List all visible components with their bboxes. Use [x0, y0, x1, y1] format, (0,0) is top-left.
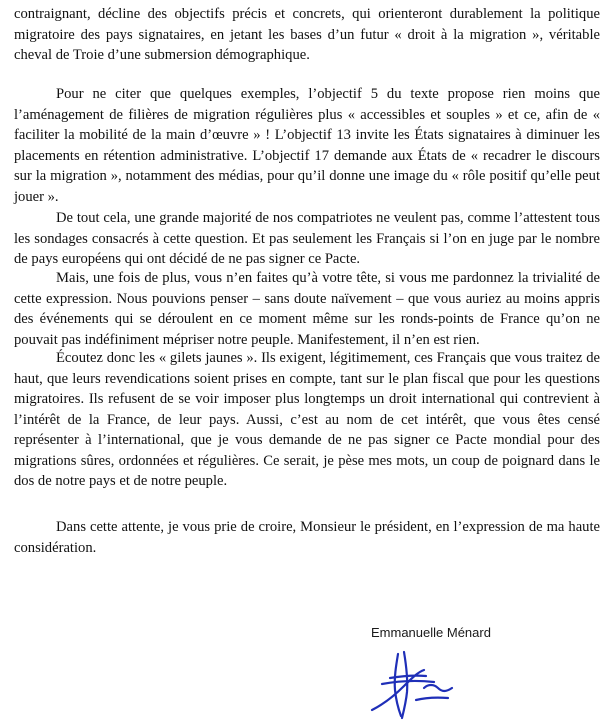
- paragraph-criticism: Mais, une fois de plus, vous n’en faites qu’à votre tête, si vous me pardonnez la trivialité de cette expression. Nous pouvions penser – sans doute naïvement – que vous auriez au moins appris des événements qui se déroulent en ce moment même sur les ronds-points de France qu’on ne pouvait pas indéfiniment mépriser notre peuple. Manifestement, il n’en est rien.: [14, 270, 600, 348]
- paragraph-closing-formula: Dans cette attente, je vous prie de croire, Monsieur le président, en l’expression de ma haute considération.: [14, 519, 600, 556]
- signatory-name: Emmanuelle Ménard: [371, 625, 491, 640]
- paragraph-opening-continuation: contraignant, décline des objectifs précis et concrets, qui orienteront durablement la politique migratoire des pays signataires, en jetant les bases d’un futur « droit à la migration », véritable cheval de Troie d’une submersion démographique.: [14, 6, 600, 63]
- paragraph-gilets-jaunes: Écoutez donc les « gilets jaunes ». Ils exigent, légitimement, ces Français que vous traitez de haut, que leurs revendications soient prises en compte, tant sur le plan fiscal que pour les questions migratoires. Ils refusent de se voir imposer plus longtemps un droit international qui contrevient à l’intérêt de la France, de leur pays. Aussi, c’est au nom de cet intérêt, que vous êtes censé représenter à l’international, que je vous demande de ne pas signer ce Pacte mondial pour des migrations sûres, ordonnées et régulières. Ce serait, je pèse mes mots, un coup de poignard dans le dos de notre pays et de notre peuple.: [14, 350, 600, 489]
- paragraph-public-opinion: De tout cela, une grande majorité de nos compatriotes ne veulent pas, comme l’attestent tous les sondages consacrés à cette question. Et pas seulement les Français si l’on en juge par le nombre de pays européens qui ont décidé de ne pas signer ce Pacte.: [14, 210, 600, 267]
- paragraph-objectives-examples: Pour ne citer que quelques exemples, l’objectif 5 du texte propose rien moins que l’aménagement de filières de migration régulières plus « accessibles et souples » et ce, afin de « faciliter la mobilité de la main d’œuvre » ! L’objectif 13 invite les États signataires à diminuer les placements en rétention administrative. L’objectif 17 demande aux États de « recadrer le discours sur la migration », notamment des médias, pour qu’il donne une image du « rôle positif qu’elle peut jouer ».: [14, 86, 600, 205]
- handwritten-signature: [368, 648, 460, 720]
